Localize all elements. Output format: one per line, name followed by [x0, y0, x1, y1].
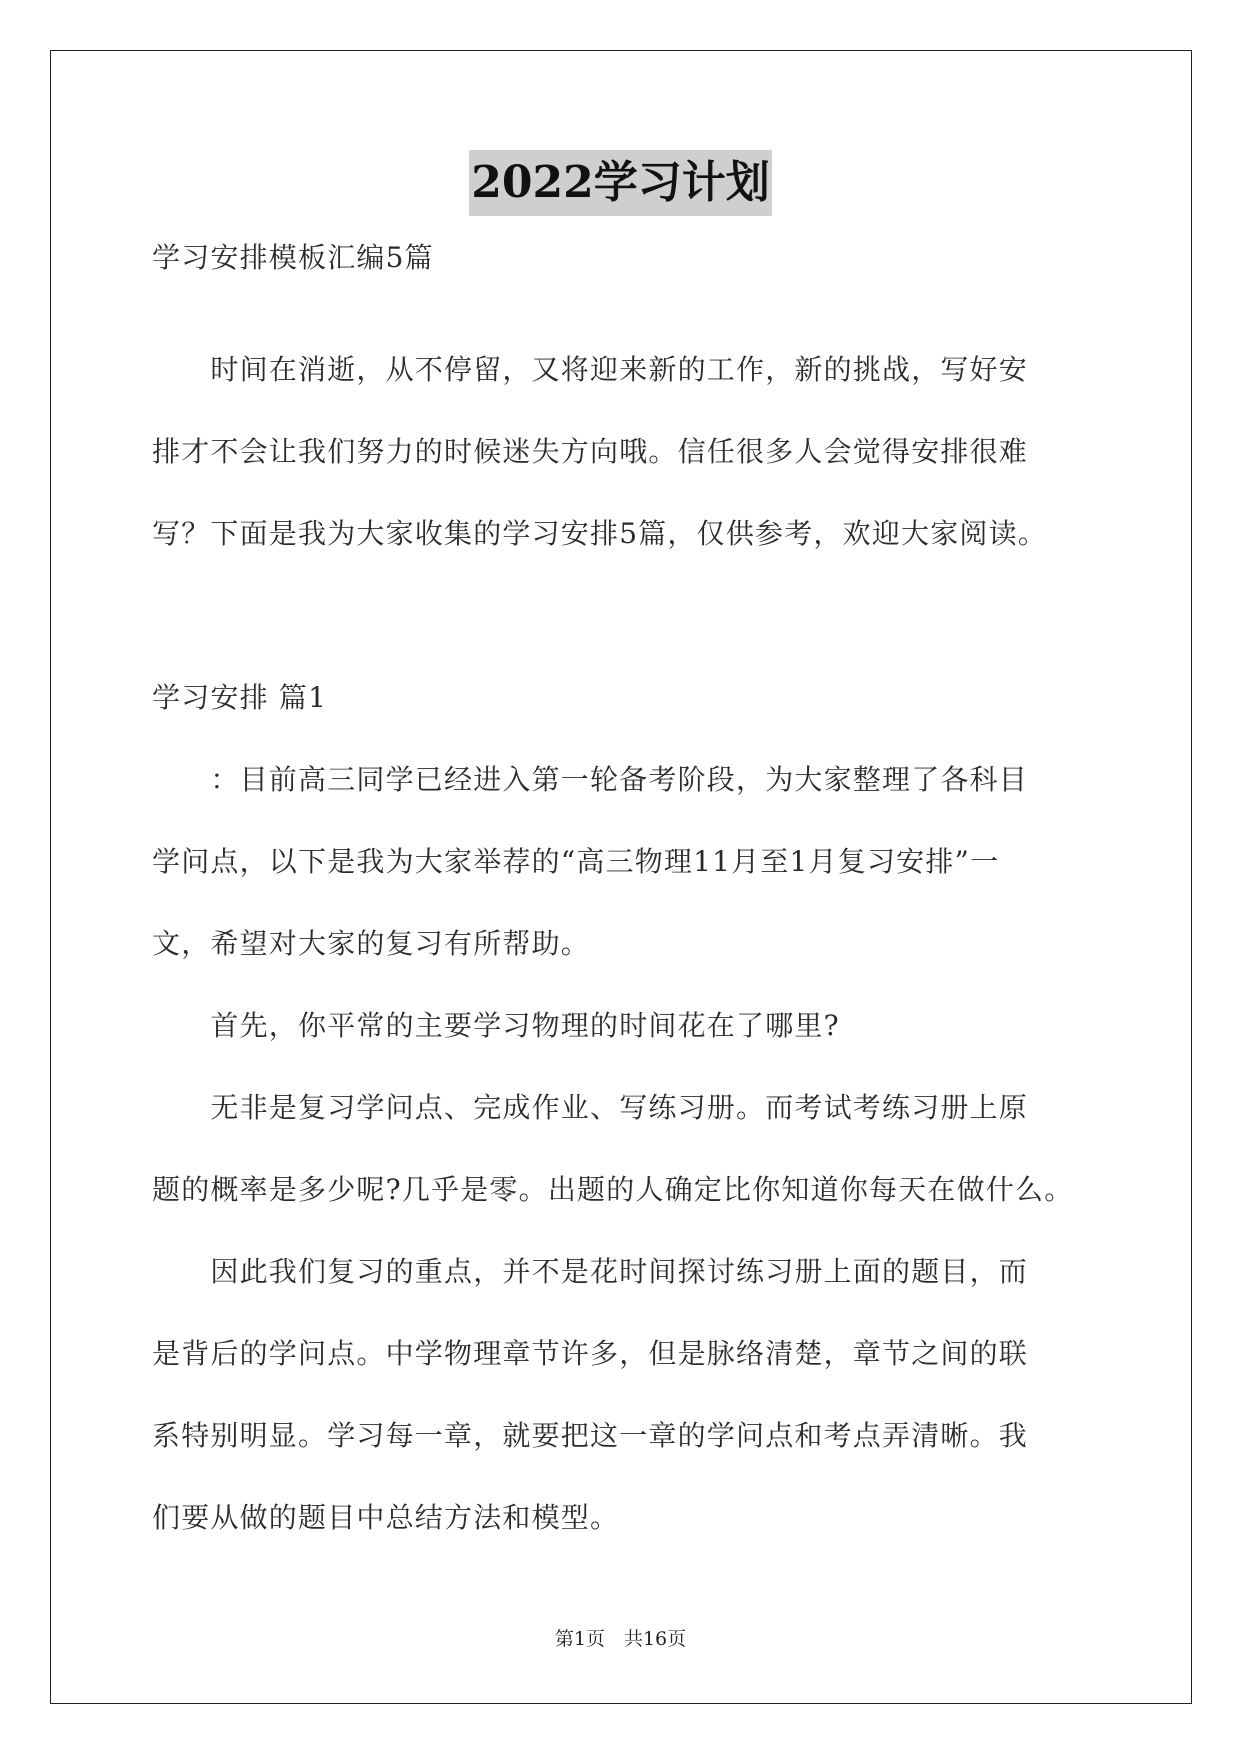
paragraph-line: 题的概率是多少呢?几乎是零。出题的人确定比你知道你每天在做什么。	[152, 1173, 1074, 1206]
document-title: 2022学习计划	[469, 150, 771, 216]
paragraph-line: 因此我们复习的重点，并不是花时间探讨练习册上面的题目，而	[152, 1255, 1029, 1288]
paragraph-line: ：目前高三同学已经进入第一轮备考阶段，为大家整理了各科目	[152, 763, 1029, 796]
section-heading: 学习安排 篇1	[152, 681, 328, 714]
title-container	[0, 150, 1241, 216]
paragraph-line: 写？下面是我为大家收集的学习安排5篇，仅供参考，欢迎大家阅读。	[152, 517, 1048, 550]
paragraph-line: 排才不会让我们努力的时候迷失方向哦。信任很多人会觉得安排很难	[152, 435, 1029, 468]
paragraph-line: 学问点，以下是我为大家举荐的“高三物理11月至1月复习安排”一	[152, 845, 1000, 878]
document-subtitle: 学习安排模板汇编5篇	[152, 241, 434, 274]
paragraph-line: 是背后的学问点。中学物理章节许多，但是脉络清楚，章节之间的联	[152, 1337, 1029, 1370]
paragraph-line: 时间在消逝，从不停留，又将迎来新的工作，新的挑战，写好安	[152, 353, 1029, 386]
paragraph-line: 首先，你平常的主要学习物理的时间花在了哪里?	[152, 1009, 840, 1042]
paragraph-line: 无非是复习学问点、完成作业、写练习册。而考试考练习册上原	[152, 1091, 1029, 1124]
page-footer: 第1页 共16页	[554, 1628, 687, 1650]
paragraph-line: 们要从做的题目中总结方法和模型。	[152, 1501, 620, 1534]
paragraph-line: 文，希望对大家的复习有所帮助。	[152, 927, 591, 960]
paragraph-line: 系特别明显。学习每一章，就要把这一章的学问点和考点弄清晰。我	[152, 1419, 1029, 1452]
